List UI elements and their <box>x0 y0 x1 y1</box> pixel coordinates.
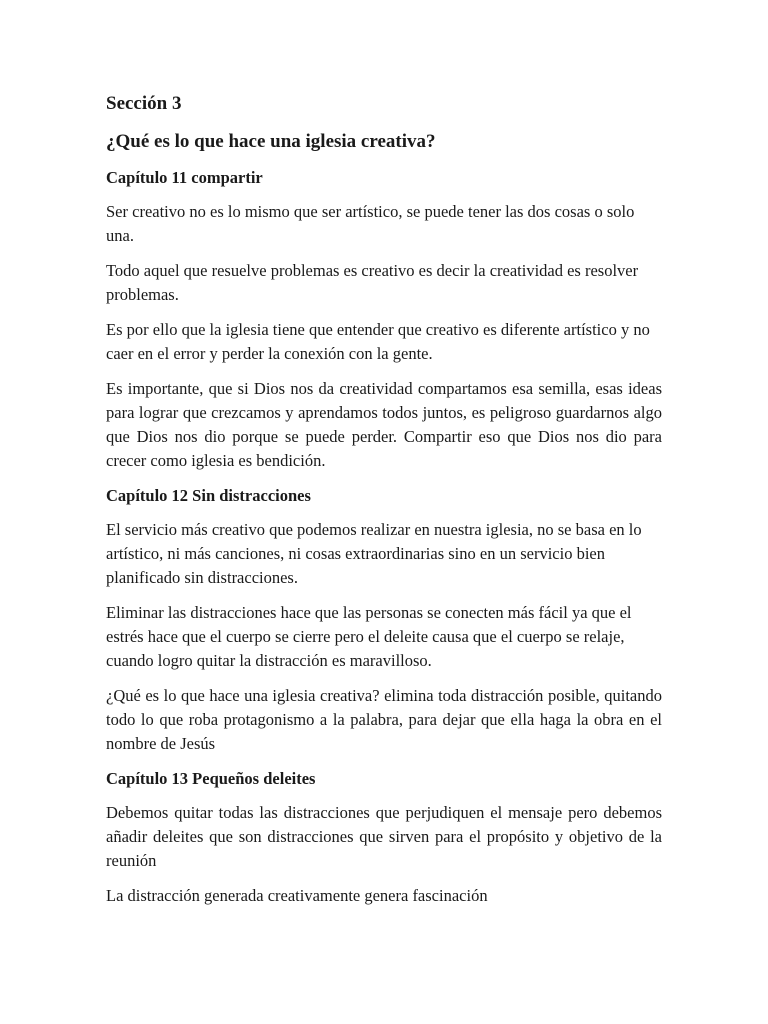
chapter-title: Capítulo 13 Pequeños deleites <box>106 769 316 788</box>
paragraph: Ser creativo no es lo mismo que ser artístico, se puede tener las dos cosas o solo una. <box>106 202 635 245</box>
chapter-12 <box>106 484 662 756</box>
paragraph: La distracción generada creativamente genera fascinación <box>106 886 488 905</box>
paragraph: Eliminar las distracciones hace que las personas se conecten más fácil ya que el estrés hace que el cuerpo se cierre pero el deleite causa que el cuerpo se relaje, cuando logro quitar la distracción es maravilloso. <box>106 603 632 670</box>
paragraph: Es importante, que si Dios nos da creatividad compartamos esa semilla, esas ideas para lograr que crezcamos y aprendamos todos juntos, es peligroso guardarnos algo que Dios nos dio porque se puede perder. Compartir eso que Dios nos dio para crecer como iglesia es bendición. <box>106 379 662 470</box>
paragraph: El servicio más creativo que podemos realizar en nuestra iglesia, no se basa en lo artístico, ni más canciones, ni cosas extraordinarias sino en un servicio bien planificado sin distracciones. <box>106 520 642 587</box>
paragraph: ¿Qué es lo que hace una iglesia creativa? elimina toda distracción posible, quitando todo lo que roba protagonismo a la palabra, para dejar que ella haga la obra en el nombre de Jesús <box>106 686 662 753</box>
chapter-11 <box>106 166 662 473</box>
paragraph: Es por ello que la iglesia tiene que entender que creativo es diferente artístico y no caer en el error y perder la conexión con la gente. <box>106 320 650 363</box>
section-title: Sección 3 <box>106 93 182 114</box>
chapter-13 <box>106 767 662 908</box>
paragraph: Debemos quitar todas las distracciones que perjudiquen el mensaje pero debemos añadir deleites que son distracciones que sirven para el propósito y objetivo de la reunión <box>106 803 662 870</box>
chapter-title: Capítulo 12 Sin distracciones <box>106 486 311 505</box>
paragraph: Todo aquel que resuelve problemas es creativo es decir la creatividad es resolver problemas. <box>106 261 639 304</box>
main-question: ¿Qué es lo que hace una iglesia creativa? <box>106 131 436 152</box>
chapter-title: Capítulo 11 compartir <box>106 168 263 187</box>
